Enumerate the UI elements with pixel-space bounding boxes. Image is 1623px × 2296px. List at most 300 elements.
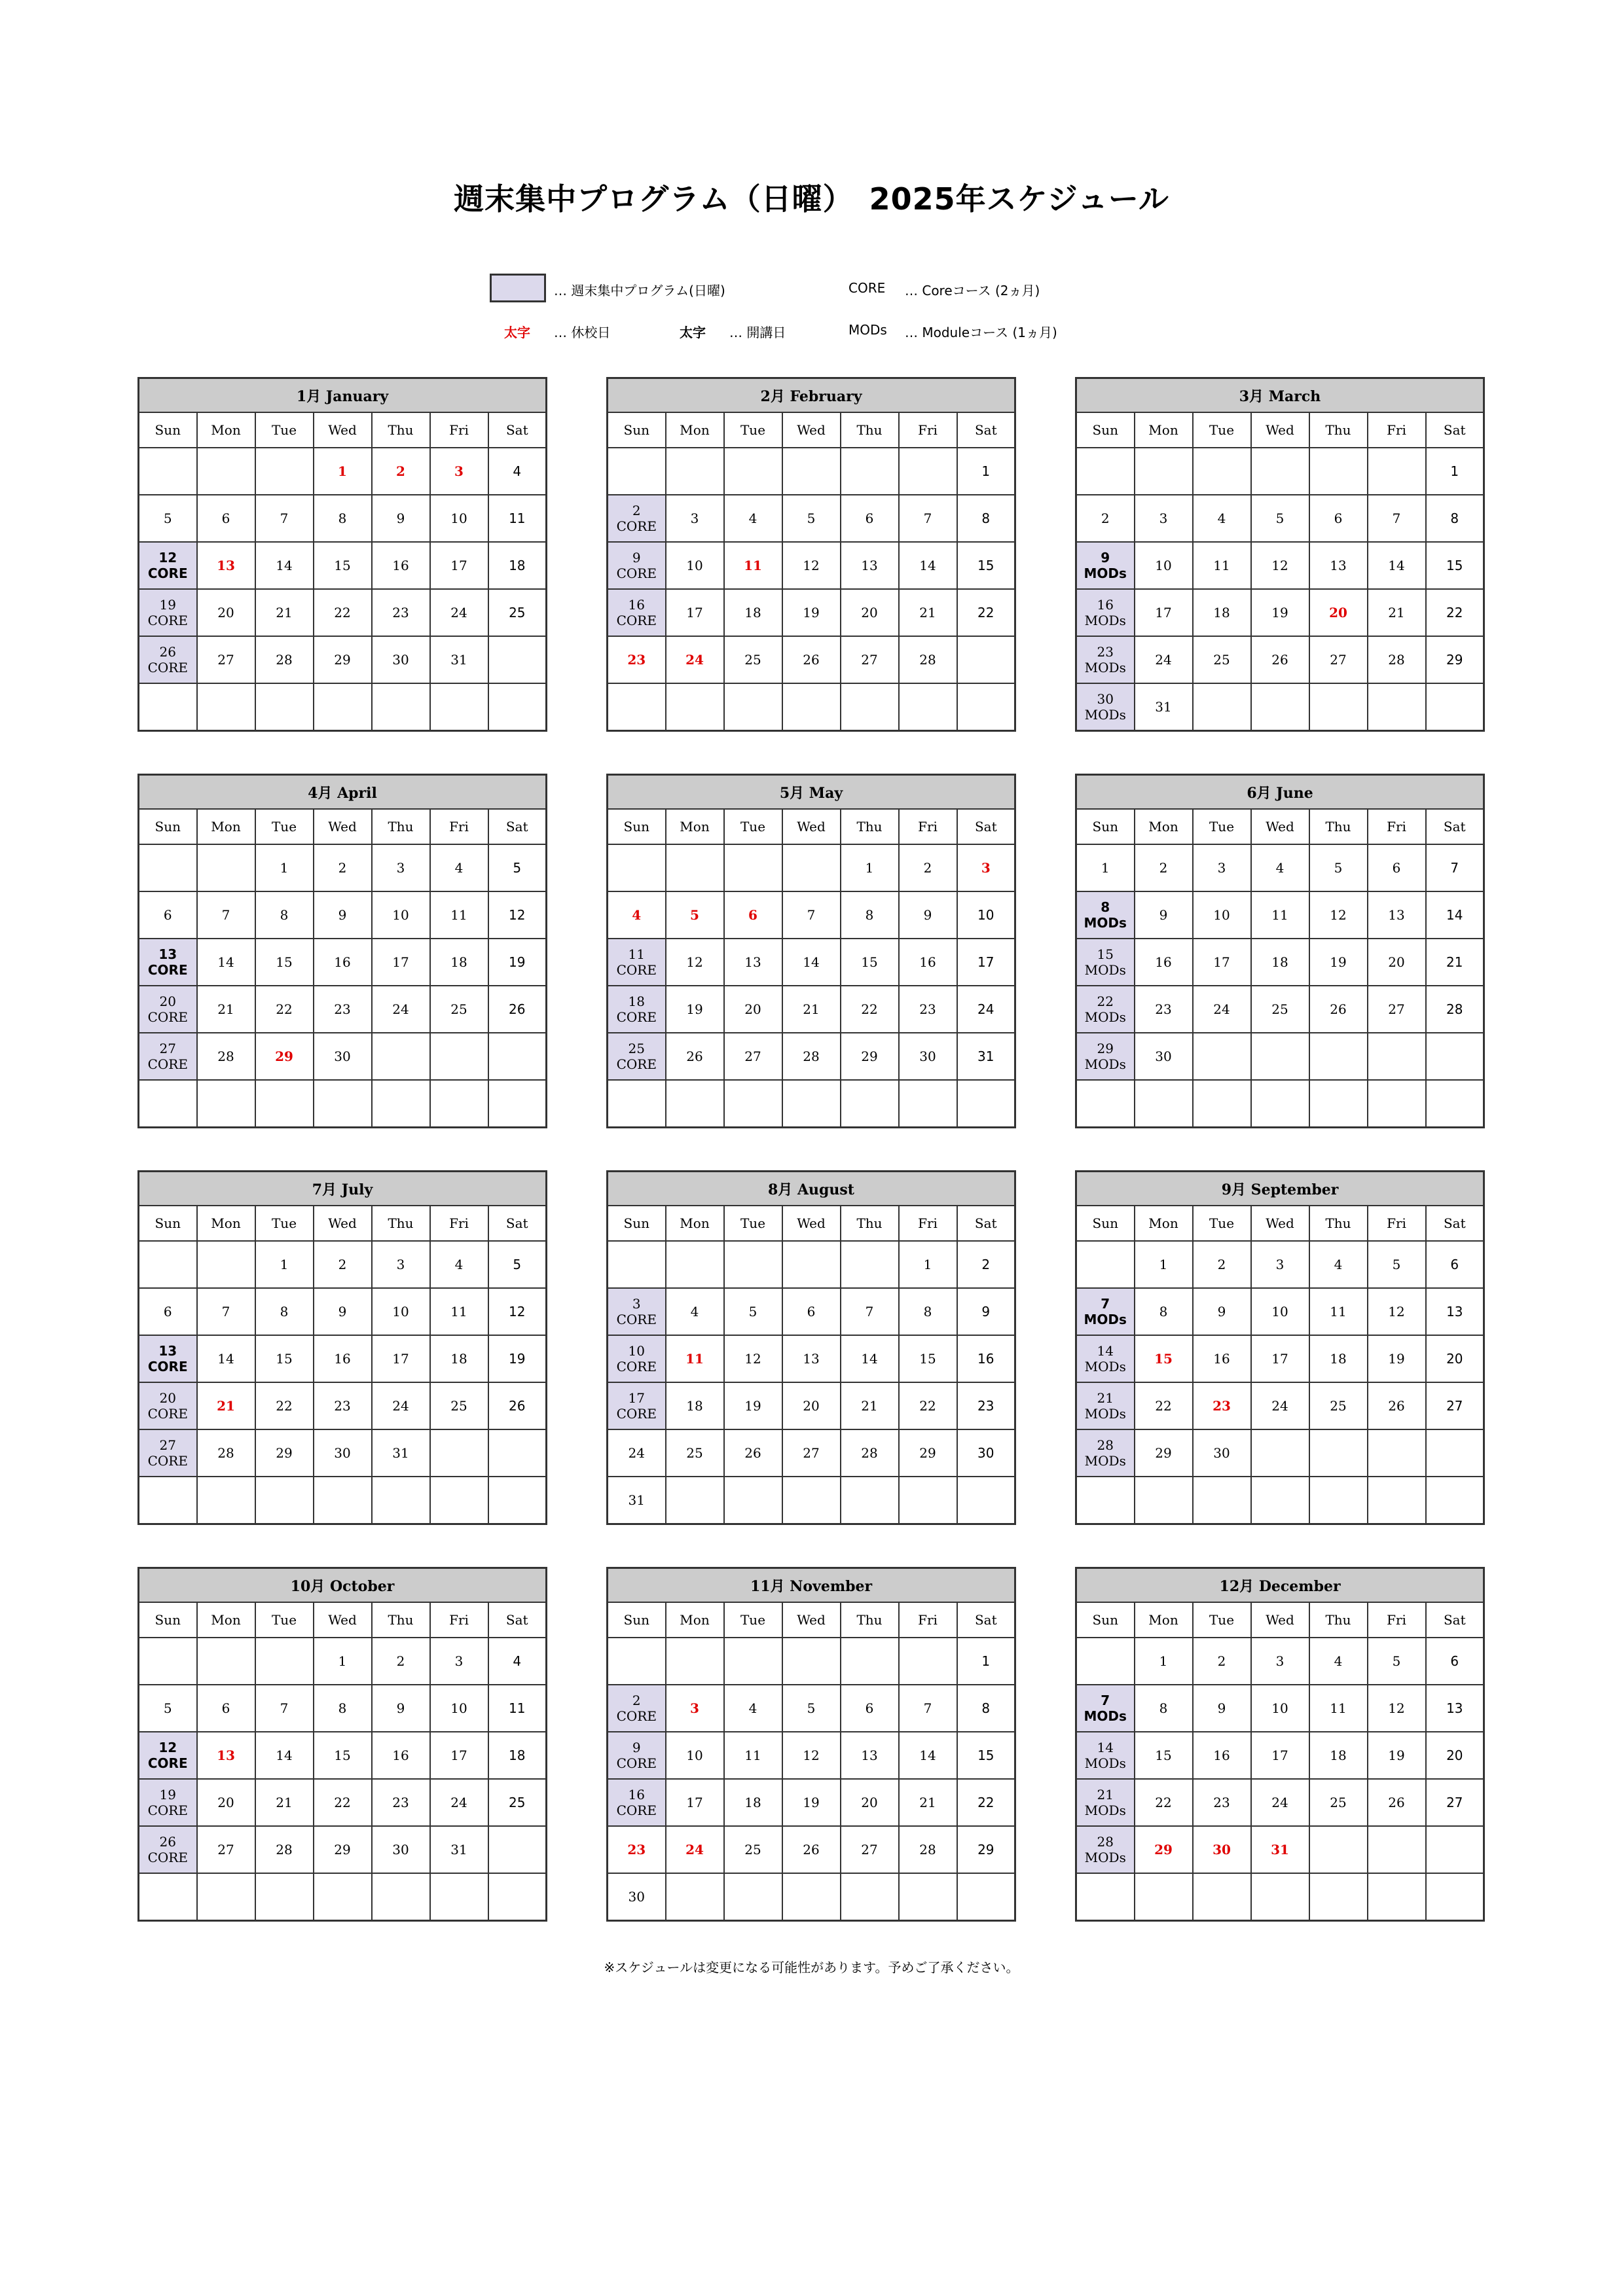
day-cell: 9 <box>372 1685 430 1732</box>
weekday-header: Mon <box>1135 809 1193 844</box>
course-label: MODs <box>1084 1359 1126 1374</box>
empty-cell <box>139 844 197 891</box>
day-cell: 3 <box>666 495 724 542</box>
course-label: CORE <box>616 1312 657 1327</box>
day-number: 10 <box>628 1343 645 1359</box>
holiday-day-cell: 30 <box>1193 1826 1251 1873</box>
empty-cell <box>255 1080 314 1128</box>
empty-cell <box>1251 1033 1309 1080</box>
week-row <box>139 1685 547 1732</box>
day-cell: 20 <box>197 589 255 636</box>
weekday-header: Mon <box>1135 1206 1193 1241</box>
day-cell: 6 <box>1426 1638 1484 1685</box>
empty-cell <box>782 1638 841 1685</box>
day-number: 9 <box>632 550 641 565</box>
day-cell: 22 <box>957 589 1015 636</box>
day-cell: 15 <box>314 1732 372 1779</box>
day-cell: 21 <box>255 1779 314 1826</box>
day-cell: 4 <box>724 1685 782 1732</box>
program-day-cell <box>608 986 666 1033</box>
empty-cell <box>666 1638 724 1685</box>
day-number: 16 <box>1097 597 1114 613</box>
day-cell: 4 <box>1193 495 1251 542</box>
day-cell: 13 <box>1368 891 1426 939</box>
week-row <box>1076 1429 1484 1477</box>
day-cell: 7 <box>197 1288 255 1335</box>
day-cell: 26 <box>1368 1382 1426 1429</box>
empty-cell <box>724 1241 782 1288</box>
day-cell: 24 <box>957 986 1015 1033</box>
day-cell: 3 <box>1251 1241 1309 1288</box>
empty-cell <box>430 683 488 731</box>
day-cell: 1 <box>957 1638 1015 1685</box>
weekday-header: Sat <box>957 809 1015 844</box>
day-cell: 2 <box>314 1241 372 1288</box>
day-cell: 10 <box>1251 1288 1309 1335</box>
day-cell: 27 <box>197 636 255 683</box>
empty-cell <box>1076 1477 1135 1524</box>
month-calendar <box>1075 774 1485 1128</box>
day-cell: 28 <box>197 1033 255 1080</box>
empty-cell <box>1309 683 1368 731</box>
holiday-day-cell: 15 <box>1135 1335 1193 1382</box>
day-cell: 23 <box>1193 1779 1251 1826</box>
week-row <box>139 1033 547 1080</box>
day-cell: 3 <box>430 1638 488 1685</box>
day-cell: 1 <box>314 1638 372 1685</box>
day-cell: 15 <box>841 939 899 986</box>
day-cell: 23 <box>314 986 372 1033</box>
day-cell: 24 <box>1251 1779 1309 1826</box>
course-label: MODs <box>1084 660 1126 675</box>
empty-cell <box>724 1477 782 1524</box>
empty-cell <box>782 1080 841 1128</box>
day-cell: 10 <box>430 1685 488 1732</box>
week-row <box>1076 1826 1484 1873</box>
course-label: CORE <box>147 1850 188 1865</box>
empty-cell <box>899 1477 957 1524</box>
program-day-cell <box>139 1826 197 1873</box>
empty-cell <box>1426 1826 1484 1873</box>
day-cell: 9 <box>314 891 372 939</box>
program-day-cell <box>139 589 197 636</box>
day-cell: 29 <box>957 1826 1015 1873</box>
day-cell: 4 <box>1309 1241 1368 1288</box>
legend-core-key: CORE <box>848 280 886 296</box>
day-cell: 9 <box>899 891 957 939</box>
day-cell: 15 <box>314 542 372 589</box>
empty-cell <box>1135 1080 1193 1128</box>
weekday-header: Thu <box>372 1602 430 1638</box>
month-calendar <box>137 1170 547 1525</box>
day-number: 11 <box>628 946 645 962</box>
day-cell: 7 <box>1368 495 1426 542</box>
day-cell: 27 <box>1426 1779 1484 1826</box>
day-cell: 8 <box>1135 1685 1193 1732</box>
day-number: 16 <box>628 597 645 613</box>
day-cell: 17 <box>372 1335 430 1382</box>
day-number: 20 <box>159 1390 176 1406</box>
day-cell: 23 <box>957 1382 1015 1429</box>
empty-cell <box>1251 1429 1309 1477</box>
day-number: 18 <box>628 994 645 1009</box>
week-row <box>1076 1685 1484 1732</box>
day-cell: 2 <box>1193 1638 1251 1685</box>
day-cell: 11 <box>1309 1288 1368 1335</box>
weekday-header: Tue <box>1193 1602 1251 1638</box>
day-cell: 27 <box>782 1429 841 1477</box>
day-cell: 24 <box>1251 1382 1309 1429</box>
day-number: 3 <box>632 1296 641 1312</box>
day-cell: 24 <box>372 1382 430 1429</box>
empty-cell <box>899 448 957 495</box>
day-cell: 28 <box>782 1033 841 1080</box>
weekday-header: Wed <box>1251 809 1309 844</box>
month-title: 11月 November <box>608 1568 1015 1603</box>
empty-cell <box>372 1477 430 1524</box>
week-row <box>1076 1033 1484 1080</box>
holiday-day-cell: 13 <box>197 542 255 589</box>
day-cell: 25 <box>430 1382 488 1429</box>
month-title: 5月 May <box>608 775 1015 810</box>
day-cell: 19 <box>1251 589 1309 636</box>
program-day-cell <box>608 1732 666 1779</box>
empty-cell <box>1251 683 1309 731</box>
course-label: MODs <box>1084 1406 1126 1422</box>
day-cell: 8 <box>314 495 372 542</box>
course-label: MODs <box>1084 1708 1127 1724</box>
week-row <box>608 1685 1015 1732</box>
day-cell: 4 <box>724 495 782 542</box>
weekday-header: Thu <box>372 809 430 844</box>
empty-cell <box>197 1638 255 1685</box>
empty-cell <box>666 1873 724 1921</box>
day-cell: 23 <box>314 1382 372 1429</box>
empty-cell <box>1309 448 1368 495</box>
day-cell: 19 <box>782 589 841 636</box>
weekday-header: Wed <box>1251 412 1309 448</box>
day-cell: 22 <box>841 986 899 1033</box>
weekday-header: Sun <box>1076 412 1135 448</box>
weekday-header: Tue <box>724 1206 782 1241</box>
week-row <box>608 542 1015 589</box>
day-cell: 9 <box>1193 1288 1251 1335</box>
course-label: CORE <box>616 1359 657 1374</box>
month-title: 12月 December <box>1076 1568 1484 1603</box>
day-cell: 29 <box>841 1033 899 1080</box>
day-cell: 19 <box>666 986 724 1033</box>
empty-cell <box>899 683 957 731</box>
month-title: 4月 April <box>139 775 547 810</box>
course-label: CORE <box>147 1406 188 1422</box>
day-cell: 12 <box>1368 1288 1426 1335</box>
day-cell: 28 <box>197 1429 255 1477</box>
empty-cell <box>782 1241 841 1288</box>
day-cell: 29 <box>255 1429 314 1477</box>
week-row <box>608 1335 1015 1382</box>
day-cell: 28 <box>1426 986 1484 1033</box>
course-label: CORE <box>616 962 657 978</box>
day-number: 17 <box>628 1390 645 1406</box>
day-cell: 16 <box>1193 1335 1251 1382</box>
month-title: 2月 February <box>608 378 1015 413</box>
program-day-cell <box>608 1335 666 1382</box>
program-day-cell <box>608 1685 666 1732</box>
day-cell: 31 <box>608 1477 666 1524</box>
week-row <box>139 844 547 891</box>
weekday-header: Thu <box>372 412 430 448</box>
week-row <box>1076 986 1484 1033</box>
week-row <box>1076 1080 1484 1128</box>
weekday-header: Sun <box>1076 1602 1135 1638</box>
empty-cell <box>255 1477 314 1524</box>
day-cell: 1 <box>1135 1638 1193 1685</box>
weekday-header: Fri <box>430 1602 488 1638</box>
weekday-header: Sun <box>139 1602 197 1638</box>
day-number: 19 <box>159 597 176 613</box>
footnote: ※スケジュールは変更になる可能性があります。予めご了承ください。 <box>604 1960 1019 1975</box>
empty-cell <box>782 448 841 495</box>
empty-cell <box>1135 1477 1193 1524</box>
day-cell: 8 <box>841 891 899 939</box>
day-cell: 17 <box>1135 589 1193 636</box>
course-label: MODs <box>1084 1850 1126 1865</box>
day-cell: 16 <box>1135 939 1193 986</box>
course-label: MODs <box>1084 962 1126 978</box>
empty-cell <box>430 1080 488 1128</box>
program-day-cell <box>1076 986 1135 1033</box>
day-cell: 3 <box>1193 844 1251 891</box>
day-cell: 26 <box>782 636 841 683</box>
holiday-day-cell: 29 <box>255 1033 314 1080</box>
day-cell: 8 <box>255 1288 314 1335</box>
day-cell: 25 <box>666 1429 724 1477</box>
course-label: MODs <box>1084 1056 1126 1072</box>
day-cell: 30 <box>314 1033 372 1080</box>
week-row <box>608 1779 1015 1826</box>
month-title: 8月 August <box>608 1172 1015 1206</box>
day-cell: 11 <box>724 1732 782 1779</box>
legend-holiday-key: 太字 <box>504 325 530 340</box>
day-cell: 1 <box>899 1241 957 1288</box>
empty-cell <box>488 683 547 731</box>
day-cell: 6 <box>1368 844 1426 891</box>
day-number: 14 <box>1097 1343 1114 1359</box>
day-cell: 25 <box>724 636 782 683</box>
day-cell: 14 <box>1368 542 1426 589</box>
course-label: MODs <box>1084 1755 1126 1771</box>
weekday-header: Mon <box>1135 1602 1193 1638</box>
program-day-cell <box>139 986 197 1033</box>
day-cell: 29 <box>314 636 372 683</box>
empty-cell <box>1193 1080 1251 1128</box>
program-day-cell <box>608 589 666 636</box>
holiday-day-cell: 6 <box>724 891 782 939</box>
legend-open-key: 太字 <box>680 325 706 340</box>
day-cell: 2 <box>1193 1241 1251 1288</box>
empty-cell <box>608 1080 666 1128</box>
day-cell: 20 <box>724 986 782 1033</box>
month-calendar <box>606 774 1016 1128</box>
weekday-header: Fri <box>899 412 957 448</box>
week-row <box>139 1779 547 1826</box>
empty-cell <box>430 1873 488 1921</box>
course-label: MODs <box>1084 707 1126 723</box>
day-cell: 23 <box>899 986 957 1033</box>
day-cell: 10 <box>1135 542 1193 589</box>
day-cell: 17 <box>957 939 1015 986</box>
empty-cell <box>1368 448 1426 495</box>
day-cell: 10 <box>372 891 430 939</box>
day-cell: 5 <box>1368 1638 1426 1685</box>
course-label: CORE <box>616 1406 657 1422</box>
empty-cell <box>1309 1429 1368 1477</box>
day-cell: 18 <box>430 1335 488 1382</box>
day-cell: 26 <box>1251 636 1309 683</box>
empty-cell <box>1368 1873 1426 1921</box>
empty-cell <box>314 683 372 731</box>
day-cell: 15 <box>899 1335 957 1382</box>
empty-cell <box>957 1080 1015 1128</box>
weekday-header: Tue <box>255 412 314 448</box>
course-label: CORE <box>147 962 188 978</box>
day-cell: 10 <box>666 1732 724 1779</box>
day-cell: 21 <box>782 986 841 1033</box>
empty-cell <box>488 1033 547 1080</box>
day-number: 8 <box>1101 899 1110 915</box>
day-cell: 22 <box>1135 1779 1193 1826</box>
day-cell: 22 <box>255 986 314 1033</box>
empty-cell <box>608 844 666 891</box>
empty-cell <box>488 1429 547 1477</box>
weekday-header: Wed <box>782 809 841 844</box>
month-calendar <box>137 377 547 732</box>
day-cell: 6 <box>841 1685 899 1732</box>
day-cell: 19 <box>1368 1335 1426 1382</box>
empty-cell <box>608 683 666 731</box>
day-cell: 13 <box>841 542 899 589</box>
empty-cell <box>782 844 841 891</box>
empty-cell <box>197 1241 255 1288</box>
day-cell: 22 <box>314 589 372 636</box>
weekday-header: Thu <box>841 412 899 448</box>
day-cell: 26 <box>666 1033 724 1080</box>
empty-cell <box>1309 1477 1368 1524</box>
day-cell: 26 <box>724 1429 782 1477</box>
day-number: 7 <box>1101 1296 1110 1312</box>
month-calendar <box>606 1170 1016 1525</box>
program-day-cell <box>1076 636 1135 683</box>
day-cell: 4 <box>1309 1638 1368 1685</box>
day-cell: 19 <box>724 1382 782 1429</box>
empty-cell <box>1426 683 1484 731</box>
day-cell: 16 <box>314 939 372 986</box>
holiday-day-cell: 3 <box>666 1685 724 1732</box>
empty-cell <box>608 1241 666 1288</box>
program-day-cell <box>1076 1732 1135 1779</box>
course-label: MODs <box>1084 1453 1126 1469</box>
day-cell: 14 <box>255 542 314 589</box>
legend-swatch-label: … 週末集中プログラム(日曜) <box>554 283 725 298</box>
course-label: MODs <box>1084 613 1126 628</box>
day-cell: 25 <box>1309 1779 1368 1826</box>
day-number: 25 <box>628 1041 645 1056</box>
empty-cell <box>841 1241 899 1288</box>
month-title: 6月 June <box>1076 775 1484 810</box>
day-number: 21 <box>1097 1390 1114 1406</box>
day-cell: 19 <box>1368 1732 1426 1779</box>
day-cell: 20 <box>1368 939 1426 986</box>
day-number: 21 <box>1097 1787 1114 1803</box>
day-cell: 24 <box>1135 636 1193 683</box>
day-cell: 30 <box>608 1873 666 1921</box>
empty-cell <box>1076 1638 1135 1685</box>
page-title: 週末集中プログラム（日曜） 2025年スケジュール <box>454 181 1169 217</box>
week-row <box>608 495 1015 542</box>
program-day-cell <box>139 939 197 986</box>
weekday-header: Mon <box>666 1206 724 1241</box>
day-cell: 6 <box>782 1288 841 1335</box>
day-number: 30 <box>1097 691 1114 707</box>
weekday-header: Sat <box>488 1206 547 1241</box>
course-label: MODs <box>1084 1312 1127 1327</box>
empty-cell <box>841 1080 899 1128</box>
week-row <box>608 844 1015 891</box>
weekday-header: Sun <box>139 809 197 844</box>
weekday-header: Tue <box>255 1602 314 1638</box>
day-number: 26 <box>159 644 176 660</box>
day-number: 19 <box>159 1787 176 1803</box>
program-day-cell <box>1076 1382 1135 1429</box>
day-cell: 21 <box>255 589 314 636</box>
day-cell: 5 <box>488 1241 547 1288</box>
program-day-cell <box>1076 891 1135 939</box>
weekday-header: Mon <box>666 1602 724 1638</box>
day-cell: 20 <box>1426 1335 1484 1382</box>
day-number: 22 <box>1097 994 1114 1009</box>
empty-cell <box>314 1477 372 1524</box>
day-cell: 30 <box>957 1429 1015 1477</box>
day-cell: 20 <box>1426 1732 1484 1779</box>
legend-holiday-label: … 休校日 <box>554 325 611 340</box>
empty-cell <box>1309 1826 1368 1873</box>
day-cell: 28 <box>255 636 314 683</box>
day-cell: 4 <box>488 448 547 495</box>
empty-cell <box>430 1477 488 1524</box>
day-cell: 15 <box>255 939 314 986</box>
empty-cell <box>1368 1429 1426 1477</box>
day-cell: 21 <box>841 1382 899 1429</box>
week-row <box>139 1429 547 1477</box>
day-cell: 11 <box>1193 542 1251 589</box>
weekday-header: Wed <box>314 412 372 448</box>
day-cell: 10 <box>957 891 1015 939</box>
empty-cell <box>608 1638 666 1685</box>
day-cell: 24 <box>608 1429 666 1477</box>
week-row <box>608 636 1015 683</box>
weekday-header: Sun <box>608 1206 666 1241</box>
weekday-header: Wed <box>782 412 841 448</box>
day-cell: 18 <box>1309 1732 1368 1779</box>
day-number: 12 <box>158 1740 177 1755</box>
empty-cell <box>1426 1033 1484 1080</box>
day-cell: 28 <box>899 1826 957 1873</box>
weekday-header: Sun <box>608 412 666 448</box>
week-row <box>608 589 1015 636</box>
week-row <box>139 542 547 589</box>
weekday-header: Tue <box>724 412 782 448</box>
day-cell: 12 <box>1368 1685 1426 1732</box>
